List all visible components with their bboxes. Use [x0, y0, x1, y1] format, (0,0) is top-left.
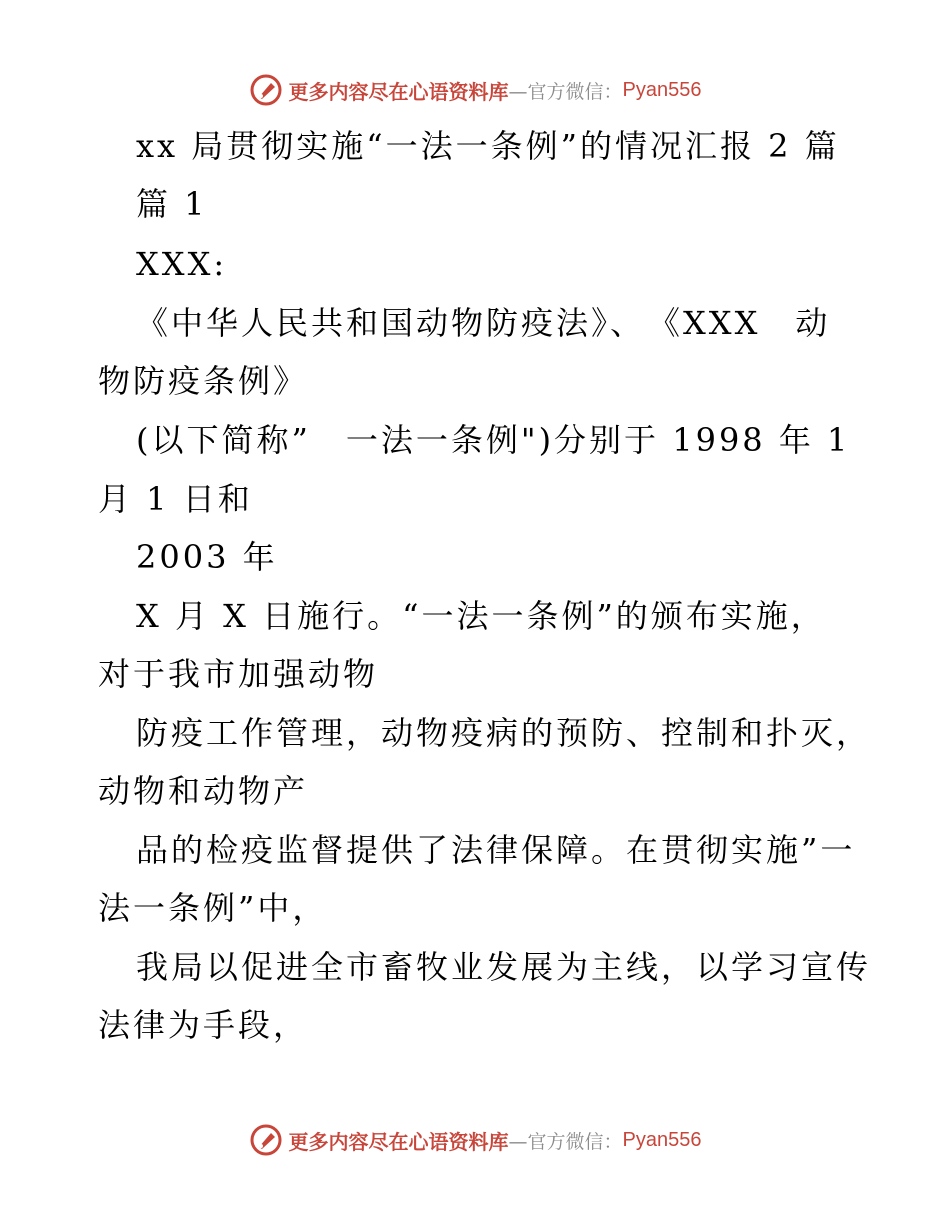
footer-watermark — [0, 1120, 950, 1160]
watermark-brand-text: 更多内容尽在心语资料库 — [288, 1129, 509, 1154]
salutation: XXX: — [136, 245, 228, 283]
paragraph-line: 防疫工作管理，动物疫病的预防、控制和扑灭， — [136, 714, 872, 752]
paragraph-line: X 月 X 日施行。“一法一条例”的颁布实施， — [136, 597, 826, 635]
watermark-separator-text: —官方微信： — [508, 1130, 623, 1153]
paragraph-line: 法一条例”中， — [98, 889, 328, 927]
document-subtitle: 篇 1 — [136, 185, 208, 223]
watermark-wechat-id: Pyan556 — [622, 1128, 702, 1151]
document-title: xx 局贯彻实施“一法一条例”的情况汇报 2 篇 — [136, 127, 840, 165]
paragraph-line: 品的检疫监督提供了法律保障。在贯彻实施”一 — [136, 831, 856, 869]
paragraph-line: 我局以促进全市畜牧业发展为主线，以学习宣传 — [136, 948, 872, 986]
paragraph-line: 《中华人民共和国动物防疫法》、 《XXX 动 — [136, 304, 831, 342]
paragraph-line: (以下简称” 一法一条例")分别于 1998 年 1 — [136, 421, 851, 459]
paragraph-line: 月 1 日和 — [98, 480, 253, 518]
watermark-brand-text: 更多内容尽在心语资料库 — [288, 79, 509, 104]
paragraph-line: 法律为手段， — [98, 1006, 309, 1044]
paragraph-line: 2003 年 — [136, 538, 278, 576]
paragraph-line: 对于我市加强动物 — [98, 655, 379, 693]
header-watermark — [0, 70, 950, 110]
pen-nib-logo-icon — [249, 73, 283, 107]
watermark-separator-text: —官方微信： — [508, 80, 623, 103]
paragraph-line: 动物和动物产 — [98, 772, 309, 810]
pen-nib-logo-icon — [249, 1123, 283, 1157]
paragraph-line: 物防疫条例》 — [98, 362, 309, 400]
watermark-wechat-id: Pyan556 — [622, 78, 702, 101]
